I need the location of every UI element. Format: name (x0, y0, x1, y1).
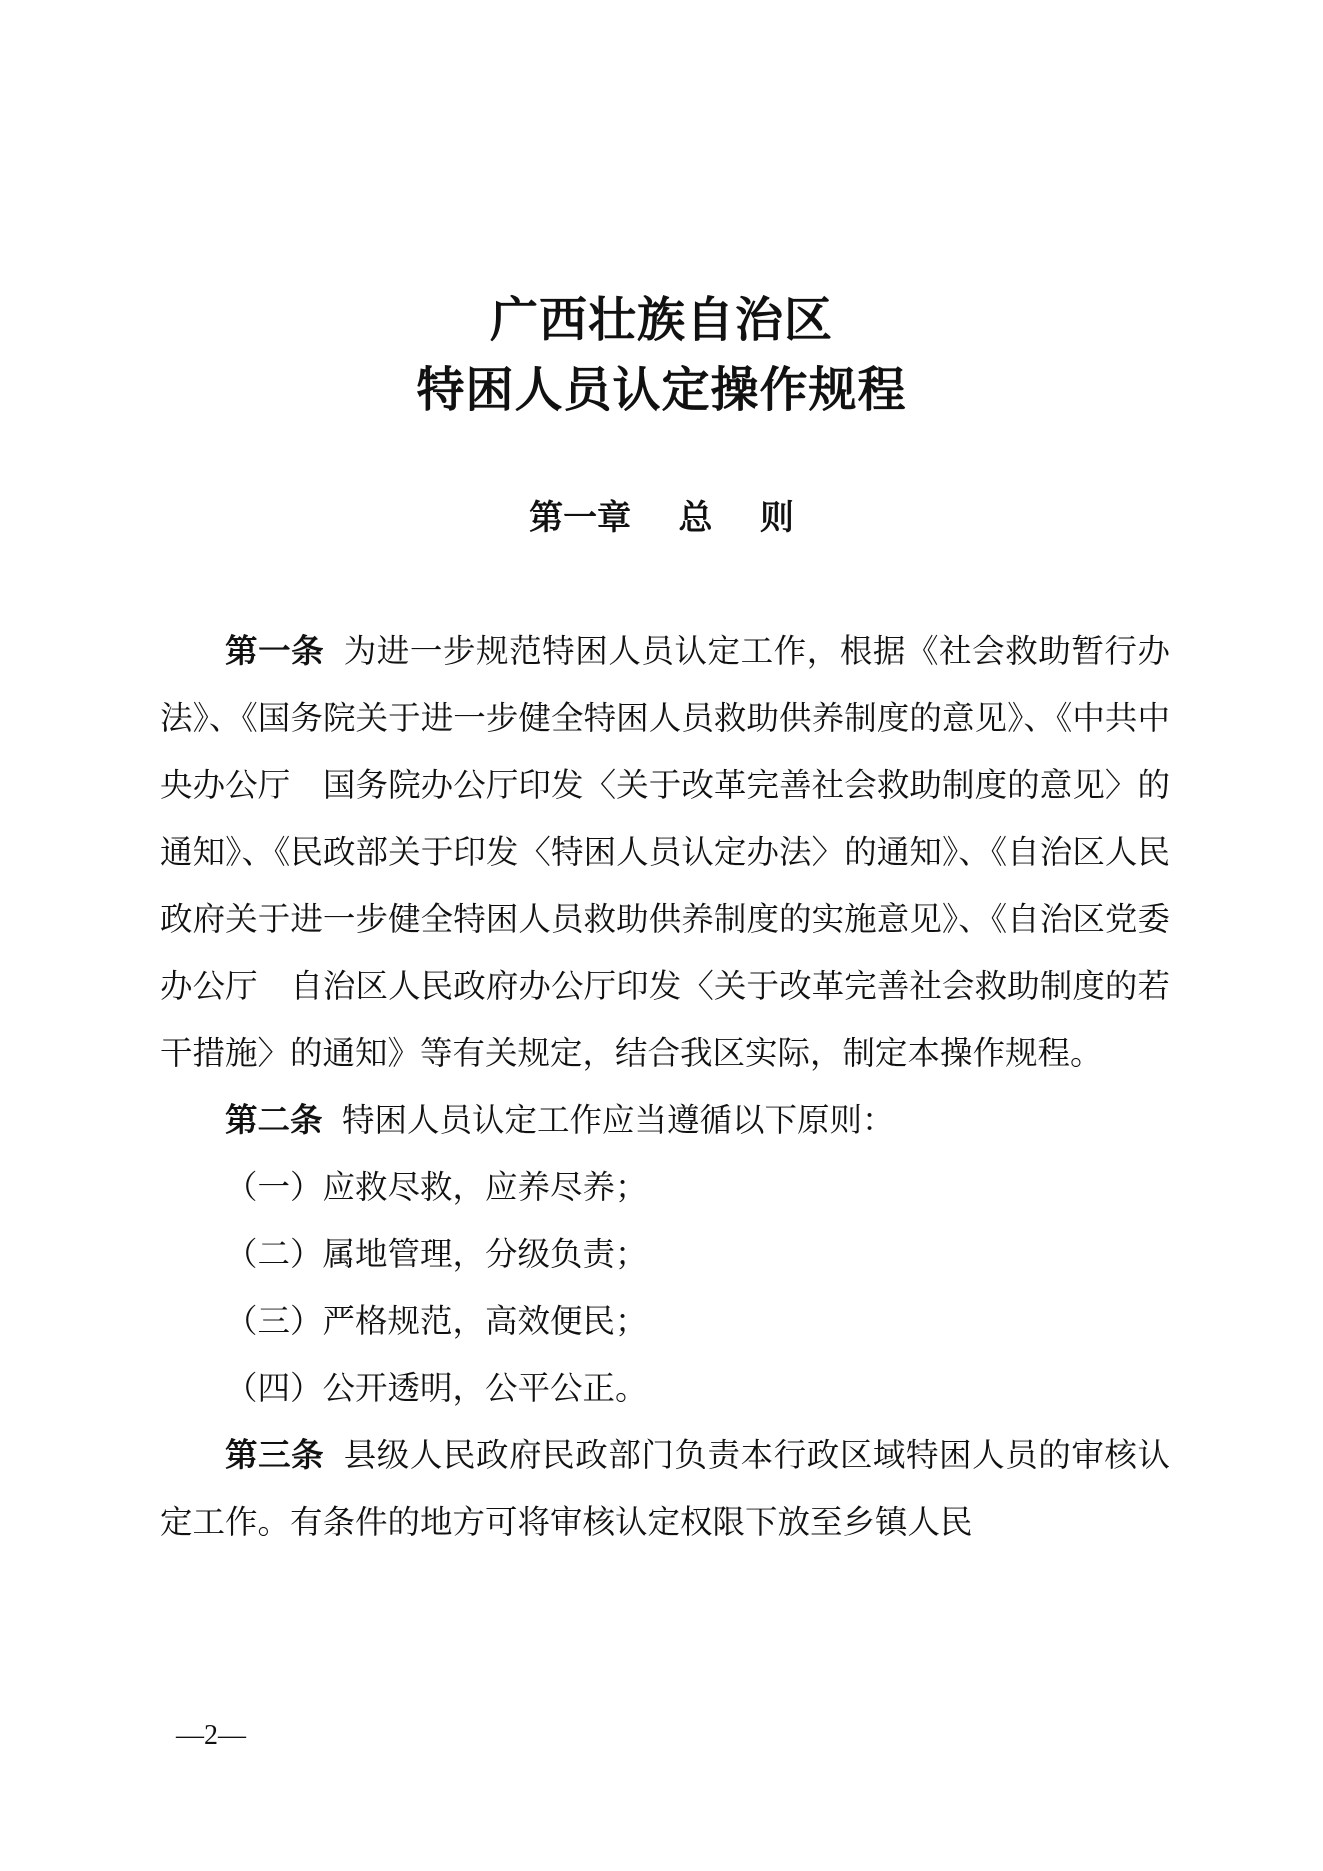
article-1-text: 为进一步规范特困人员认定工作，根据《社会救助暂行办法》、《国务院关于进一步健全特困人员救助供养制度的意见》、《中共中央办公厅 国务院办公厅印发〈关于改革完善社会救助制度的意见〉的通知》、《民政部关于印发〈特困人员认定办法〉的通知》、《自治区人民政府关于进一步健全特困人员救助供养制度的实施意见》、《自治区党委办公厅 自治区人民政府办公厅印发〈关于改革完善社会救助制度的若干措施〉的通知》等有关规定，结合我区实际，制定本操作规程。 (160, 632, 1170, 1072)
article-3-text: 县级人民政府民政部门负责本行政区域特困人员的审核认定工作。有条件的地方可将审核认定权限下放至乡镇人民 (160, 1436, 1170, 1541)
principle-item-4: （四）公开透明，公平公正。 (225, 1369, 648, 1407)
principle-item-2: （二）属地管理，分级负责； (225, 1235, 648, 1273)
document-title-line-1: 广西壮族自治区 (489, 292, 833, 348)
article-2-text: 特困人员认定工作应当遵循以下原则： (342, 1101, 895, 1139)
article-3 (160, 1422, 1170, 1556)
article-2 (160, 1087, 1170, 1154)
document-body (160, 618, 1170, 1556)
page-number: —2— (176, 1720, 246, 1751)
article-1 (160, 618, 1170, 1087)
document-title-line-2: 特困人员认定操作规程 (416, 362, 907, 418)
article-1-label: 第一条 (225, 632, 325, 670)
article-2-label: 第二条 (225, 1101, 323, 1139)
principle-item-1: （一）应救尽救，应养尽养； (225, 1168, 648, 1206)
article-3-label: 第三条 (225, 1436, 325, 1474)
principle-item-3: （三）严格规范，高效便民； (225, 1302, 648, 1340)
chapter-heading: 第一章 总 则 (529, 498, 794, 538)
